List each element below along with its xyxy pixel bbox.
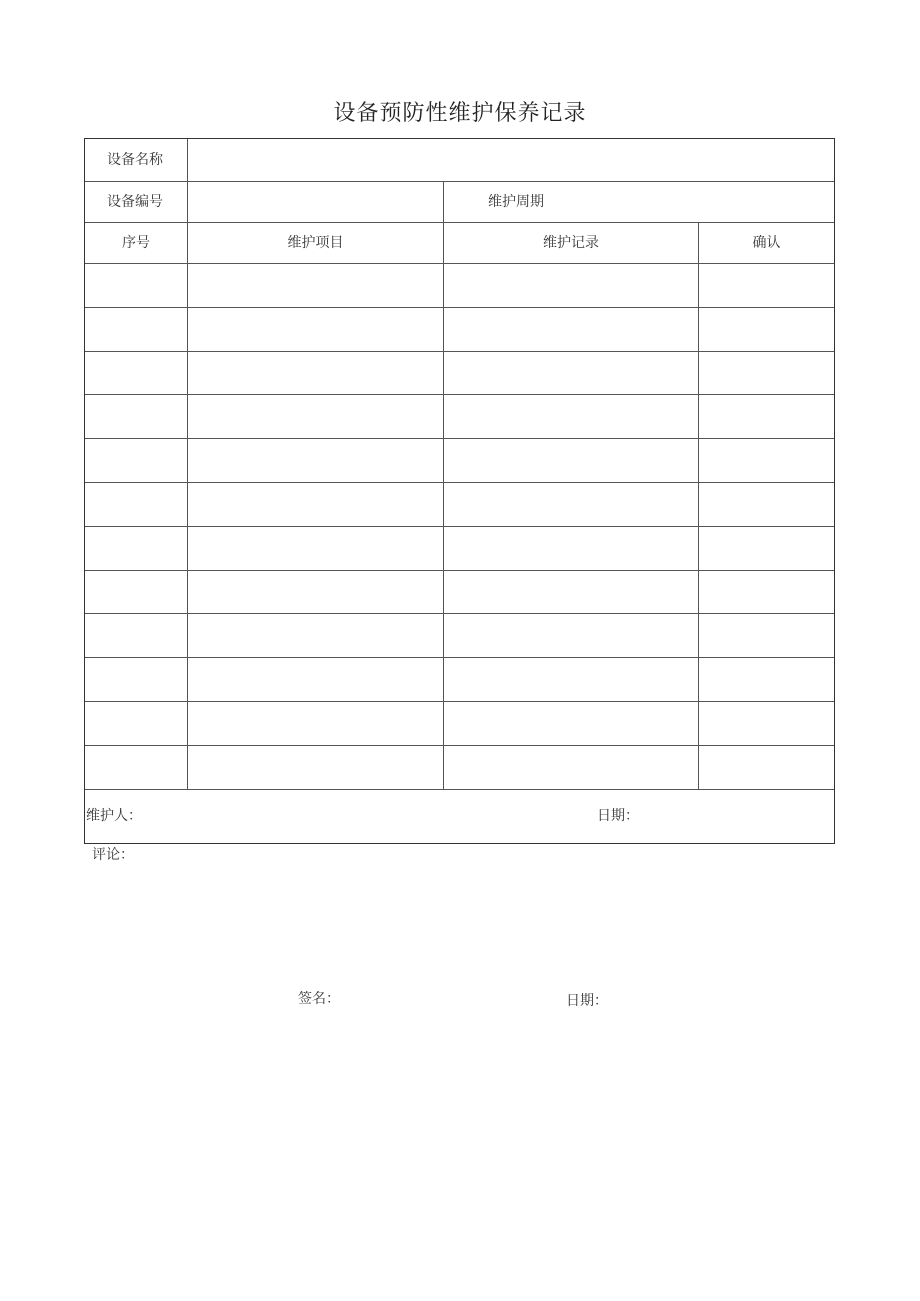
table-cell-confirm[interactable] bbox=[699, 701, 834, 745]
table-cell-confirm[interactable] bbox=[699, 394, 834, 438]
table-cell-seq[interactable] bbox=[85, 570, 187, 614]
table-cell-item[interactable] bbox=[188, 657, 443, 701]
header-seq: 序号 bbox=[122, 234, 150, 251]
maintainer-date-label: 日期： bbox=[597, 808, 639, 824]
table-cell-item[interactable] bbox=[188, 307, 443, 351]
table-cell-item[interactable] bbox=[188, 701, 443, 745]
header-confirm: 确认 bbox=[752, 234, 781, 251]
table-cell-record[interactable] bbox=[444, 613, 698, 657]
table-cell-confirm[interactable] bbox=[699, 745, 834, 789]
table-cell-record[interactable] bbox=[444, 438, 698, 482]
table-cell-record[interactable] bbox=[444, 482, 698, 526]
table-cell-record[interactable] bbox=[444, 263, 698, 307]
table-cell-seq[interactable] bbox=[85, 438, 187, 482]
table-cell-item[interactable] bbox=[188, 438, 443, 482]
table-cell-seq[interactable] bbox=[85, 482, 187, 526]
maintenance-cycle-label: 维护周期 bbox=[488, 193, 544, 210]
table-cell-item[interactable] bbox=[188, 394, 443, 438]
table-cell-confirm[interactable] bbox=[699, 438, 834, 482]
table-cell-record[interactable] bbox=[444, 394, 698, 438]
table-cell-seq[interactable] bbox=[85, 307, 187, 351]
table-cell-seq[interactable] bbox=[85, 657, 187, 701]
device-name-label: 设备名称 bbox=[107, 152, 163, 168]
table-cell-confirm[interactable] bbox=[699, 657, 834, 701]
table-cell-confirm[interactable] bbox=[699, 482, 834, 526]
table-cell-item[interactable] bbox=[188, 482, 443, 526]
table-cell-record[interactable] bbox=[444, 745, 698, 789]
table-cell-seq[interactable] bbox=[85, 701, 187, 745]
maintenance-form-table bbox=[84, 138, 835, 844]
table-cell-item[interactable] bbox=[188, 570, 443, 614]
row-divider bbox=[85, 789, 834, 790]
table-cell-item[interactable] bbox=[188, 745, 443, 789]
table-cell-record[interactable] bbox=[444, 570, 698, 614]
table-cell-record[interactable] bbox=[444, 307, 698, 351]
comments-label: 评论： bbox=[92, 847, 134, 863]
table-cell-item[interactable] bbox=[188, 526, 443, 570]
table-cell-seq[interactable] bbox=[85, 526, 187, 570]
table-cell-record[interactable] bbox=[444, 657, 698, 701]
table-cell-record[interactable] bbox=[444, 701, 698, 745]
maintainer-label: 维护人： bbox=[86, 808, 142, 824]
table-cell-confirm[interactable] bbox=[699, 263, 834, 307]
table-cell-confirm[interactable] bbox=[699, 307, 834, 351]
table-cell-seq[interactable] bbox=[85, 613, 187, 657]
device-name-field[interactable] bbox=[195, 139, 825, 181]
table-cell-item[interactable] bbox=[188, 613, 443, 657]
device-number-field[interactable] bbox=[195, 181, 435, 222]
table-cell-confirm[interactable] bbox=[699, 613, 834, 657]
table-cell-seq[interactable] bbox=[85, 394, 187, 438]
table-cell-item[interactable] bbox=[188, 351, 443, 395]
table-cell-confirm[interactable] bbox=[699, 351, 834, 395]
device-number-label: 设备编号 bbox=[107, 193, 163, 210]
page-title: 设备预防性维护保养记录 bbox=[333, 101, 587, 126]
header-record: 维护记录 bbox=[543, 234, 599, 251]
table-cell-seq[interactable] bbox=[85, 263, 187, 307]
table-cell-record[interactable] bbox=[444, 351, 698, 395]
maintenance-cycle-field[interactable] bbox=[565, 181, 825, 222]
signature-label: 签名： bbox=[298, 991, 340, 1007]
table-cell-confirm[interactable] bbox=[699, 526, 834, 570]
comments-date-label: 日期： bbox=[566, 993, 608, 1009]
table-cell-seq[interactable] bbox=[85, 745, 187, 789]
table-cell-confirm[interactable] bbox=[699, 570, 834, 614]
header-item: 维护项目 bbox=[287, 234, 344, 251]
table-cell-record[interactable] bbox=[444, 526, 698, 570]
table-cell-seq[interactable] bbox=[85, 351, 187, 395]
table-cell-item[interactable] bbox=[188, 263, 443, 307]
